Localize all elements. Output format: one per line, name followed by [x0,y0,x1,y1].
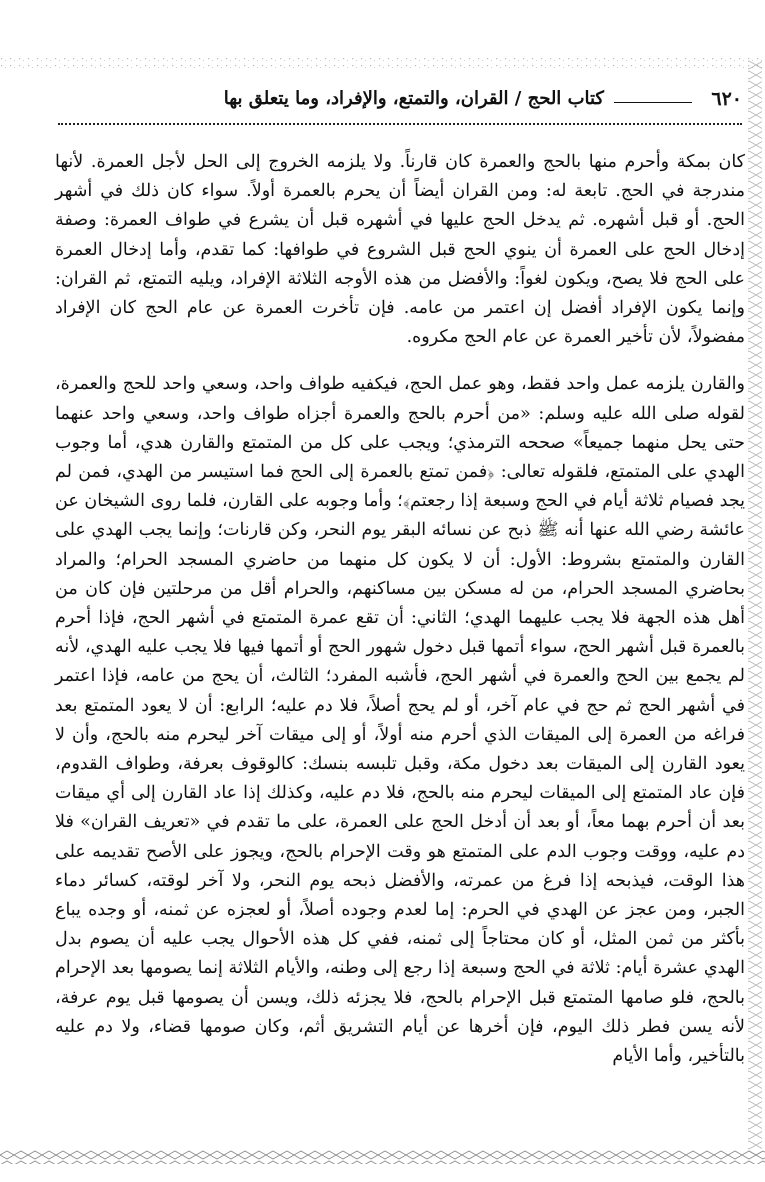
paragraph-2: والقارن يلزمه عمل واحد فقط، وهو عمل الحج، فيكفيه طواف واحد، وسعي واحد للحج والعمرة، لقوله صلى الله عليه وسلم: «من أحرم بالحج والعمرة أجزاه طواف واحد، وسعي واحد عنهما حتى يحل منهما جميعاً» صححه الترمذي؛ ويجب على كل من المتمتع والقارن هدي، أما وجوب الهدي على المتمتع، فلقوله تعالى: ﴿فمن تمتع بالعمرة إلى الحج فما استيسر من الهدي، فمن لم يجد فصيام ثلاثة أيام في الحج وسبعة إذا رجعتم﴾؛ وأما وجوبه على القارن، فلما روى الشيخان عن عائشة رضي الله عنها أنه ﷺ ذبح عن نسائه البقر يوم النحر، وكن قارنات؛ وإنما يجب الهدي على القارن والمتمتع بشروط: الأول: أن لا يكون كل منهما من حاضري المسجد الحرام؛ والمراد بحاضري المسجد الحرام، من له مسكن بين مساكنهم، والحرام أقل من مرحلتين فإن كان من أهل هذه الجهة فلا يجب عليهما الهدي؛ الثاني: أن تقع عمرة المتمتع في أشهر الحج، فإذا أحرم بالعمرة قبل أشهر الحج، سواء أتمها قبل دخول شهور الحج أو أتمها فيها فلا يجب عليه الهدي، لأنه لم يجمع بين الحج والعمرة في أشهر الحج، فأشبه المفرد؛ الثالث، أن يحج من عامه، فإذا اعتمر في أشهر الحج ثم حج في عام آخر، أو لم يحج أصلاً، فلا دم عليه؛ الرابع: أن لا يعود المتمتع بعد فراغه من العمرة إلى الميقات الذي أحرم منه أولاً، أو إلى ميقات آخر ليحرم منه بالحج، وأن لا يعود القارن إلى الميقات بعد دخول مكة، وقبل تلبسه بنسك: كالوقوف بعرفة، وطواف القدوم، فإن عاد المتمتع إلى الميقات ليحرم منه بالحج، فلا دم عليه، وكذلك إذا عاد القارن إلى أي ميقات بعد أن أحرم بهما معاً، أو بعد أن أدخل الحج على العمرة، على ما تقدم في «تعريف القران» فلا دم عليه، ووقت وجوب الدم على المتمتع هو وقت الإحرام بالحج، ويجوز على الأصح تقديمه على هذا الوقت، فيذبحه إذا فرغ من عمرته، والأفضل ذبحه يوم النحر، ولا آخر لوقته، كسائر دماء الجبر، ومن عجز عن الهدي في الحرم: إما لعدم وجوده أصلاً، أو لعجزه عن ثمنه، أو وجده يباع بأكثر من ثمن المثل، أو كان محتاجاً إلى ثمنه، ففي كل هذه الأحوال يجب عليه أن يصوم بدل الهدي عشرة أيام: ثلاثة في الحج وسبعة إذا رجع إلى وطنه، والأيام الثلاثة إنما يصومها بعد الإحرام بالحج، فلو صامها المتمتع قبل الإحرام بالحج، فلا يجزئه ذلك، ويسن أن يصومها قبل يوم عرفة، لأنه يسن فطر ذلك اليوم، فإن أخرها عن أيام التشريق أثم، وكان صومها قضاء، ولا دم عليه بالتأخير، وأما الأيام [55,374,745,1067]
running-title: كتاب الحج / القران، والتمتع، والإفراد، وما يتعلق بها [223,88,604,109]
header-rule [614,102,692,103]
paragraph-1: كان بمكة وأحرم منها بالحج والعمرة كان قارناً. ولا يلزمه الخروج إلى الحل لأجل العمرة. لأنها مندرجة في الحج. تابعة له: ومن القران أيضاً أن يحرم بالعمرة أولاً. سواء كان ذلك في أشهر الحج. أو قبل أشهره. ثم يدخل الحج عليها في أشهره قبل أن يشرع في طواف العمرة: وصفة إدخال الحج على العمرة أن ينوي الحج قبل الشروع في طوافها: كما تقدم، وأما إدخال العمرة على الحج فلا يصح، ويكون لغواً: والأفضل من هذه الأوجه الثلاثة الإفراد، ويليه التمتع، ثم القران: وإنما يكون الإفراد أفضل إن اعتمر من عامه. فإن تأخرت العمرة عن عام الحج كان الإفراد مفضولاً، لأن تأخير العمرة عن عام الحج مكروه. [55,152,745,348]
page-number: ٦٢٠ [711,88,742,110]
body-text [55,148,745,1071]
page-header [52,86,742,116]
header-dotted-divider [58,123,742,125]
